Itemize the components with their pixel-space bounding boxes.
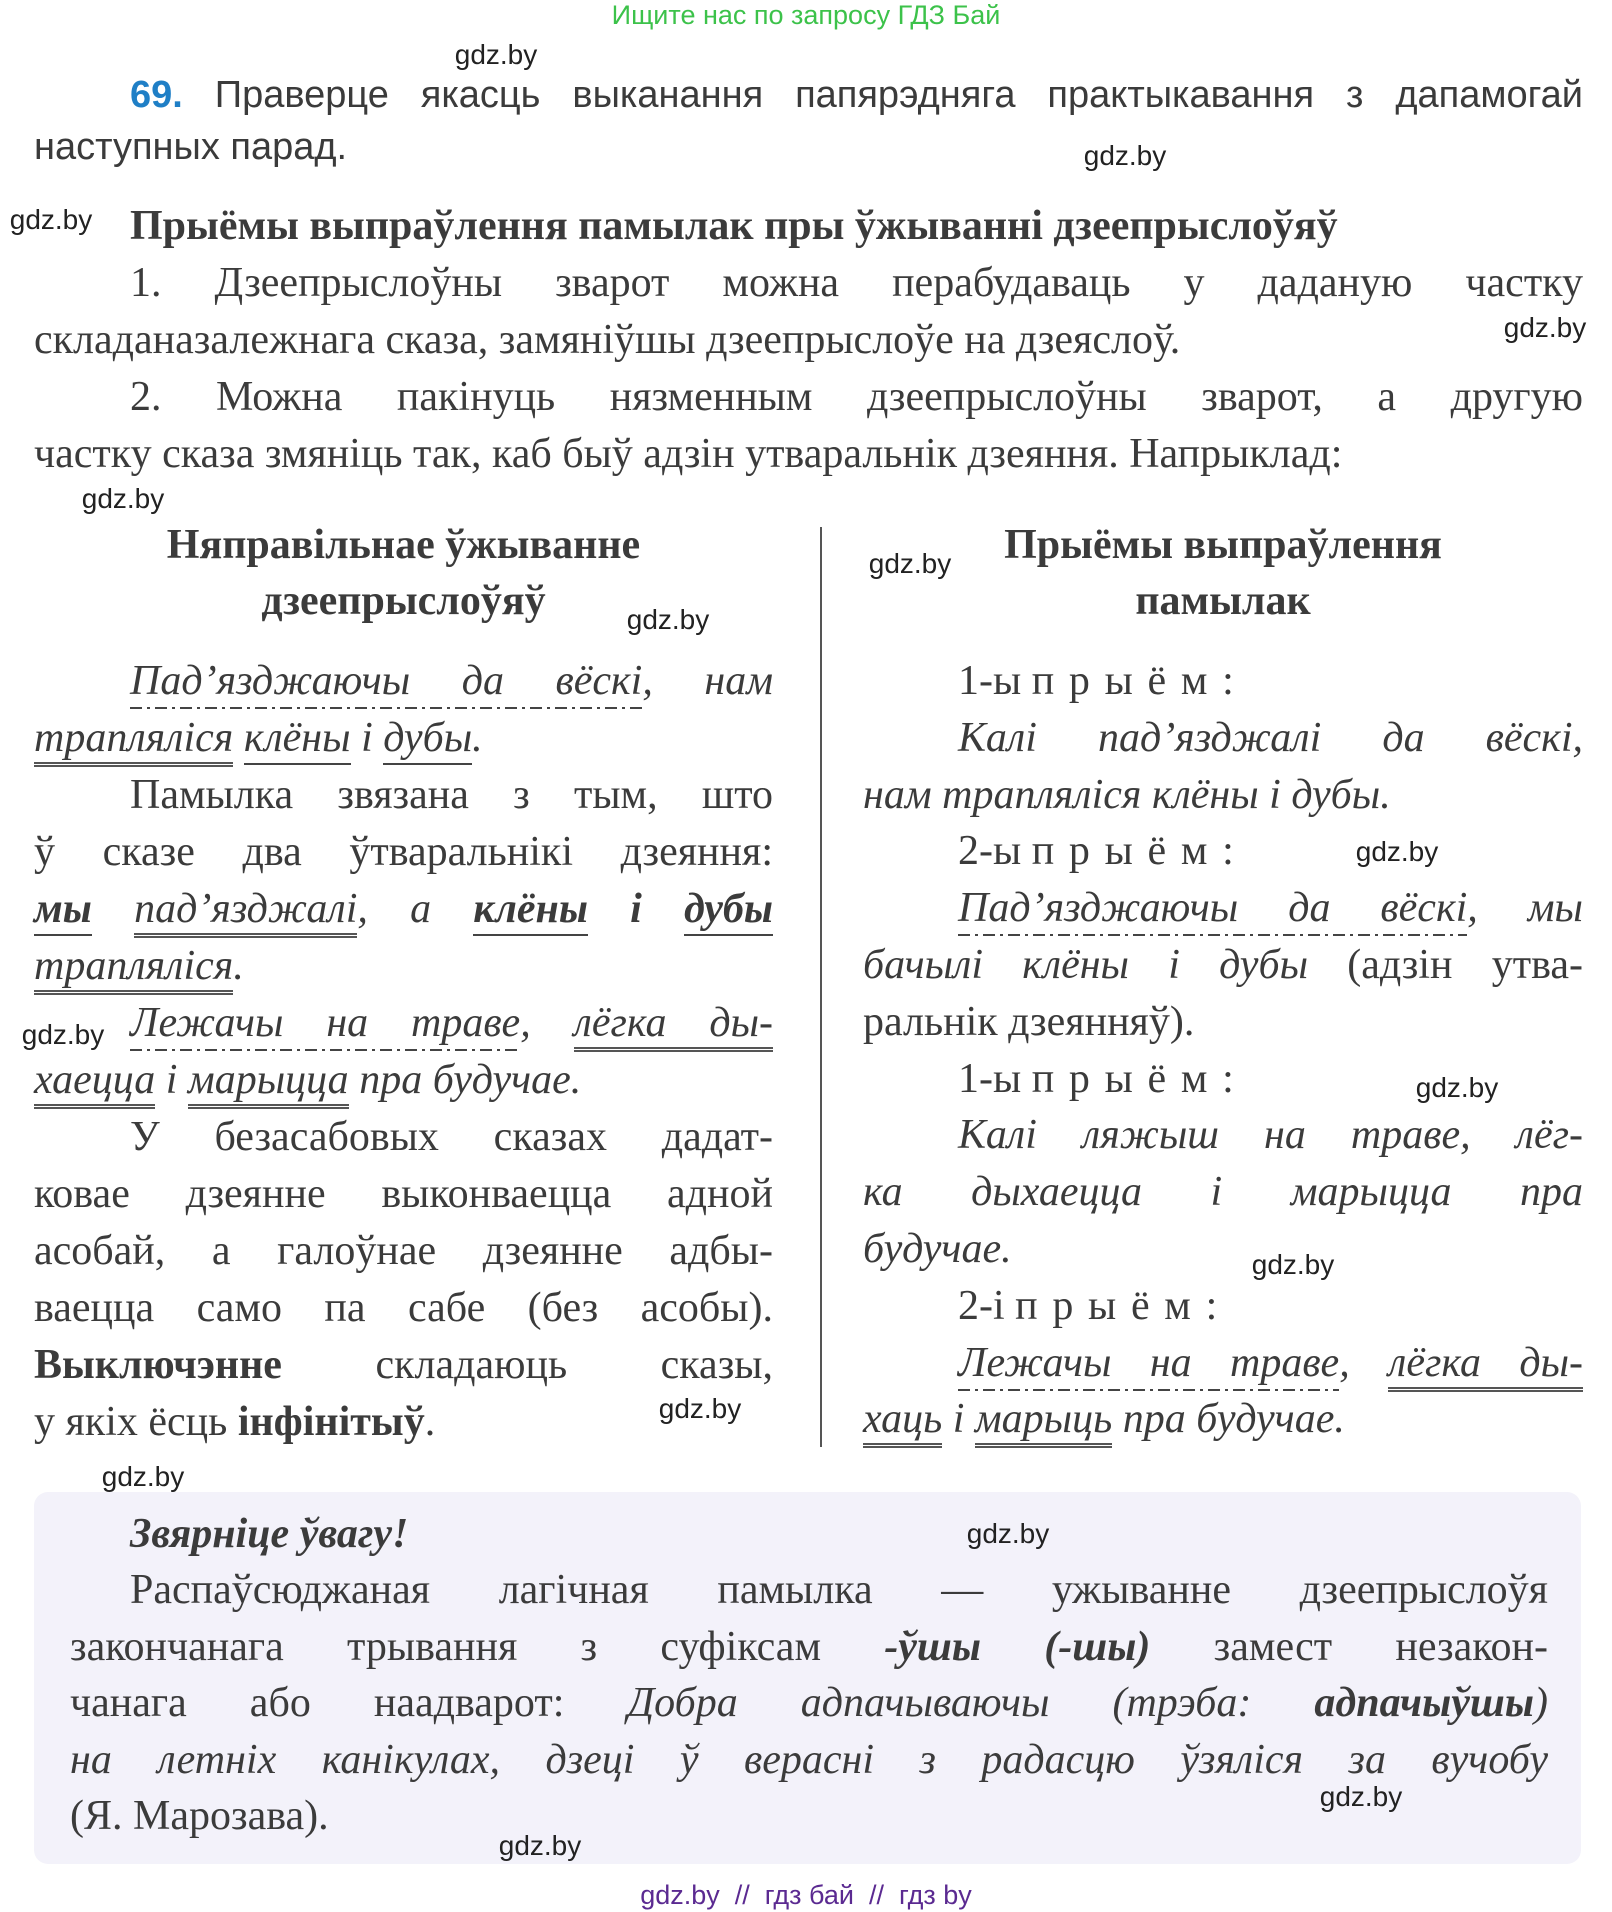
text-line [34,1280,773,1337]
correction-methods-column [863,653,1583,1448]
text-line [863,994,1583,1051]
text-line [863,710,1583,767]
right-column-heading [863,517,1583,629]
text-segment: Распаўсюджаная лагічная памылка — ужыванне дзеепрыслоўя [130,1567,1548,1614]
text-segment: на летніх канікулах, дзеці ў верасні з радасцю ўзяліся за вучобу [70,1736,1548,1783]
watermark: gdz.by [1319,1781,1403,1812]
text-line [34,710,773,767]
task-text: наступных парад. [34,126,348,168]
text-segment: дубы [684,886,773,936]
text-line [863,1278,1583,1335]
text-segment: прыём: [1031,658,1249,704]
text-segment: хаць [863,1396,942,1448]
text-line [34,1109,773,1166]
text-segment: пад’язджалі [134,886,357,938]
text-segment: 2-і [958,1282,1016,1329]
text-segment: -ўшы (-шы) [884,1623,1151,1670]
text-segment: Калі ляжыш на траве, лёг- [958,1112,1583,1159]
task-line [34,121,1583,173]
text-segment [92,886,134,932]
task-line [34,69,1583,121]
text-segment: нам трапляліся клёны і дубы. [863,771,1391,818]
text-segment: прыём: [1031,1055,1249,1102]
text-segment: лёгка ды- [574,1000,773,1052]
text-segment: пра будучае. [1112,1396,1345,1443]
watermark: gdz.by [1355,836,1439,867]
text-segment: ковае дзеянне выконваецца адной [34,1171,773,1217]
text-segment: дубы [383,715,472,765]
text-segment: складаюць сказы, [281,1342,773,1388]
text-segment: , [1339,1339,1389,1386]
text-segment: будучае. [863,1225,1012,1272]
watermark: gdz.by [626,604,710,635]
heading-line: памылак [1135,578,1311,624]
text-line [863,937,1583,994]
text-segment [233,715,244,761]
task-text: Праверце якасць выканання папярэдняга практыкавання з дапамогай [214,74,1583,116]
text-line [70,1562,1548,1618]
text-segment: замест незакон- [1150,1623,1549,1670]
text-line [70,1506,1548,1562]
text-line [863,767,1583,824]
text-line [34,1337,773,1394]
exercise-task [34,69,1583,173]
text-line [863,1391,1583,1448]
text-segment: ) [1534,1680,1548,1727]
text-line [34,369,1583,426]
text-segment: складаназалежнага сказа, замяніўшы дзеепрыслоўе на дзеяслоў. [34,317,1181,363]
text-segment: (адзін утва- [1308,941,1583,988]
text-line [863,653,1583,710]
text-segment: інфінітыў [237,1399,425,1445]
watermark: gdz.by [498,1830,582,1861]
text-line [34,767,773,824]
text-segment: і [350,715,384,761]
heading-line: дзеепрыслоўяў [261,578,546,624]
text-segment: лёгка ды- [1388,1340,1583,1392]
text-segment: асобай, а галоўнае дзеянне адбы- [34,1228,773,1274]
text-segment: Выключэнне [34,1342,282,1388]
text-segment: і [942,1396,975,1443]
text-segment: хаецца [34,1057,155,1109]
text-segment: . [233,943,244,989]
text-segment: Лежачы на траве [958,1340,1339,1391]
watermark: gdz.by [1415,1072,1499,1103]
text-segment: . [424,1399,436,1445]
text-line [34,426,1583,483]
watermark: gdz.by [868,548,952,579]
text-line [34,1052,773,1109]
text-line [70,1732,1548,1788]
watermark: gdz.by [21,1019,105,1050]
watermark: gdz.by [101,1461,185,1492]
text-line [34,995,773,1052]
watermark: gdz.by [9,204,93,235]
text-segment: ў сказе два ўтваральнікі дзеяння: [34,829,773,875]
text-line [863,880,1583,937]
incorrect-usage-column [34,653,773,1451]
text-segment: і [155,1057,188,1103]
watermark: gdz.by [966,1518,1050,1549]
text-line [34,255,1583,312]
text-segment: , нам [642,658,774,704]
text-segment: 1-ы [958,1055,1032,1102]
text-segment: , [520,1000,574,1046]
text-line [863,1107,1583,1164]
text-segment: у якіх ёсць [34,1399,238,1445]
text-line [863,1221,1583,1278]
text-segment: прыём: [1015,1282,1232,1329]
text-segment: бачылі клёны і дубы [863,941,1309,988]
text-segment: чанага або наадварот: [70,1680,628,1727]
text-segment: 2. Можна пакінуць нязменным дзеепрыслоўны зварот, а другую [130,374,1583,420]
watermark: gdz.by [454,39,538,70]
text-segment: , мы [1467,885,1583,932]
text-line [34,938,773,995]
text-segment: Пад’язджаючы да вёскі [130,658,642,709]
watermark: gdz.by [1503,312,1587,343]
text-line [34,653,773,710]
text-segment: прыём: [1031,828,1249,875]
text-line [34,881,773,938]
watermark: gdz.by [1251,1249,1335,1280]
text-segment: частку сказа змяніць так, каб быў адзін утваральнік дзеяння. Напрыклад: [34,431,1343,477]
text-line [34,824,773,881]
watermark: gdz.by [81,483,165,514]
text-segment: і [588,886,684,932]
text-segment: . [472,715,483,761]
text-segment: марыцца [188,1057,349,1109]
text-segment: У безасабовых сказах дадат- [130,1114,773,1160]
text-segment: , а [357,886,474,932]
watermark: gdz.by [1083,140,1167,171]
text-segment: (Я. Марозава). [70,1793,329,1840]
text-segment: трапляліся [34,943,233,995]
text-segment: адпачыўшы [1314,1680,1534,1727]
text-line [863,1164,1583,1221]
text-segment: Звярніце ўвагу! [130,1511,409,1557]
exercise-number: 69. [130,74,183,116]
text-line [863,1335,1583,1392]
text-segment: ральнік дзеянняў). [863,998,1195,1045]
search-hint-banner: Ищите нас по запросу ГДЗ Бай [611,0,1001,30]
heading-line: Няправільнае ўжыванне [166,522,641,568]
text-segment: трапляліся [34,715,233,767]
text-line [34,198,1583,255]
heading-line: Прыёмы выпраўлення [1004,522,1442,568]
text-line [34,1223,773,1280]
text-segment: ка дыхаецца і марыцца пра [863,1169,1583,1216]
text-line [34,312,1583,369]
text-line [34,1166,773,1223]
rules-section [34,198,1583,483]
text-segment: клёны [244,715,351,765]
text-segment: Пад’язджаючы да вёскі [958,885,1467,936]
text-segment: 1. Дзеепрыслоўны зварот можна перабудаваць у даданую частку [130,260,1583,306]
text-segment: ваецца само па сабе (без асобы). [34,1285,773,1331]
text-segment: Добра адпачываючы (трэба: [627,1680,1315,1727]
watermark: gdz.by [658,1393,742,1424]
text-line [70,1619,1548,1675]
text-segment: клёны [473,886,588,936]
text-segment: Калі пад’язджалі да вёскі, [958,714,1583,761]
column-divider [820,527,822,1447]
text-line [863,823,1583,880]
text-segment: 1-ы [958,658,1032,704]
text-segment: мы [34,886,92,936]
text-segment: закончанага трывання з суфіксам [70,1623,885,1670]
text-segment: 2-ы [958,828,1032,875]
text-segment: Лежачы на траве [130,1000,520,1051]
text-segment: Прыёмы выпраўлення памылак пры ўжыванні дзеепрыслоўяў [130,203,1338,249]
text-line [70,1675,1548,1731]
text-segment: марыць [975,1396,1112,1448]
footer-links: gdz.by // гдз бай // гдз by [640,1880,972,1910]
text-segment: пра будучае. [348,1057,582,1103]
text-segment: Памылка звязана з тым, што [130,772,773,818]
